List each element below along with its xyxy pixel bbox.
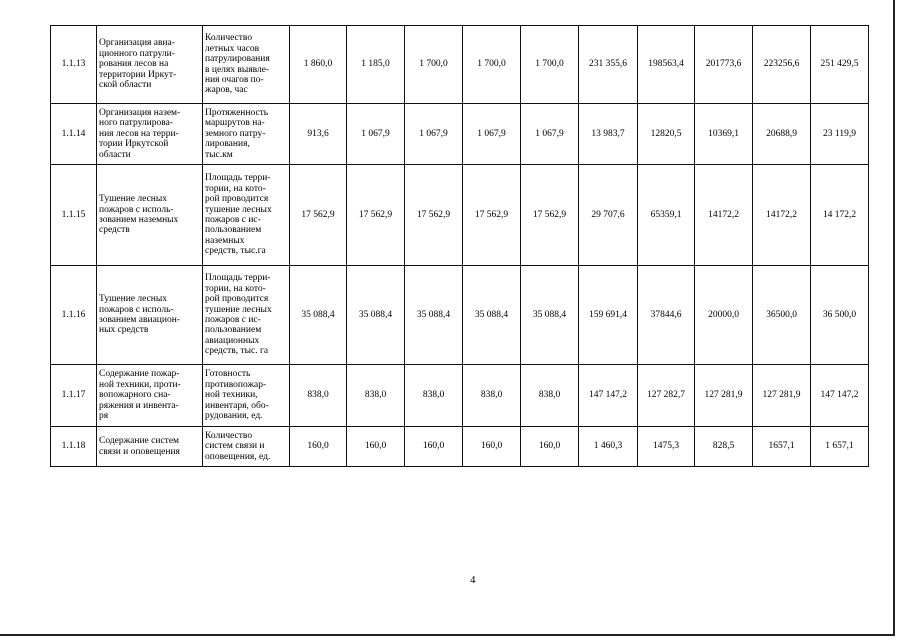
measure-name-line: Тушение лесных (99, 294, 167, 305)
measure-name-line: Содержание пожар- (99, 369, 180, 380)
value-cell: 838,0 (463, 365, 521, 427)
value-cell: 160,0 (290, 427, 347, 467)
measure-name-line: зованием авиацион- (99, 315, 180, 325)
measure-name-line: ряжения и инвента- (99, 400, 179, 411)
value-cell: 1 185,0 (347, 26, 405, 104)
indicator-line: тыс.км (205, 149, 233, 160)
value-cell: 1 700,0 (463, 26, 521, 104)
value-cell: 160,0 (347, 427, 405, 467)
indicator-cell (203, 365, 290, 427)
indicator-line: Готовность (205, 369, 251, 380)
value-cell: 14 172,2 (811, 165, 869, 266)
indicator-line: тушение лесных (205, 304, 272, 315)
value-cell: 10369,1 (695, 104, 753, 165)
indicator-cell (203, 165, 290, 266)
measure-name-line: территории Иркут- (99, 69, 177, 80)
value-cell: 838,0 (290, 365, 347, 427)
measure-name-line: пожаров с исполь- (99, 304, 174, 315)
indicator-line: лирования, (205, 139, 250, 150)
indicator-line: авиационных (205, 335, 260, 346)
indicator-line: тории, на кото- (205, 283, 266, 294)
value-cell: 20688,9 (753, 104, 811, 165)
value-cell: 231 355,6 (579, 26, 638, 104)
indicator-line: рой проводится (205, 194, 269, 205)
value-cell: 36 500,0 (811, 266, 869, 365)
value-cell: 251 429,5 (811, 26, 869, 104)
value-cell: 17 562,9 (521, 165, 579, 266)
measure-name-cell (97, 427, 203, 467)
value-cell: 223256,6 (753, 26, 811, 104)
value-cell: 35 088,4 (405, 266, 463, 365)
measure-name-line: пожаров с исполь- (99, 204, 174, 215)
indicator-line: ния очагов по- (205, 74, 264, 85)
value-cell: 1 860,0 (290, 26, 347, 104)
value-cell: 1 657,1 (811, 427, 869, 467)
indicator-line: в целях выявле- (205, 64, 270, 75)
table-row (51, 104, 869, 165)
table-row (51, 26, 869, 104)
value-cell: 65359,1 (638, 165, 695, 266)
value-cell: 838,0 (521, 365, 579, 427)
value-cell: 147 147,2 (579, 365, 638, 427)
measure-name-cell (97, 104, 203, 165)
value-cell: 35 088,4 (347, 266, 405, 365)
value-cell: 1657,1 (753, 427, 811, 467)
value-cell: 160,0 (405, 427, 463, 467)
measure-name-line: Организация назем- (99, 107, 181, 118)
measure-name-line: Содержание систем (99, 436, 180, 447)
indicator-line: инвентаря, обо- (205, 400, 269, 411)
indicator-line: Количество (205, 430, 253, 441)
indicator-line: маршрутов на- (205, 118, 265, 129)
indicator-line: ной техники, (205, 390, 258, 401)
value-cell: 1 700,0 (521, 26, 579, 104)
measure-name-line: ской области (99, 80, 152, 91)
measure-name-line: связи и оповещения (99, 446, 180, 457)
row-number-cell: 1.1.17 (51, 365, 97, 427)
program-measures-table (50, 25, 869, 467)
value-cell: 1 067,9 (405, 104, 463, 165)
indicator-line: земного патру- (205, 128, 266, 139)
value-cell: 160,0 (463, 427, 521, 467)
value-cell: 35 088,4 (521, 266, 579, 365)
value-cell: 828,5 (695, 427, 753, 467)
value-cell: 17 562,9 (463, 165, 521, 266)
row-number-cell: 1.1.14 (51, 104, 97, 165)
indicator-cell (203, 104, 290, 165)
measure-name-line: ционного патрули- (99, 48, 175, 59)
value-cell: 838,0 (347, 365, 405, 427)
page-number: 4 (470, 574, 476, 586)
row-number-cell: 1.1.18 (51, 427, 97, 467)
value-cell: 35 088,4 (290, 266, 347, 365)
value-cell: 198563,4 (638, 26, 695, 104)
value-cell: 17 562,9 (347, 165, 405, 266)
indicator-line: тории, на кото- (205, 183, 266, 194)
measure-name-line: Организация авиа- (99, 38, 175, 49)
value-cell: 1 700,0 (405, 26, 463, 104)
value-cell: 17 562,9 (405, 165, 463, 266)
indicator-cell (203, 427, 290, 467)
measure-name-line: ных средств (99, 325, 149, 336)
indicator-line: систем связи и (205, 441, 265, 452)
value-cell: 913,6 (290, 104, 347, 165)
value-cell: 14172,2 (695, 165, 753, 266)
indicator-line: патрулирования (205, 54, 270, 65)
value-cell: 12820,5 (638, 104, 695, 165)
indicator-line: Площадь терри- (205, 173, 271, 184)
table-row (51, 427, 869, 467)
indicator-cell (203, 26, 290, 104)
value-cell: 160,0 (521, 427, 579, 467)
indicator-line: оповещения, ед. (205, 451, 271, 462)
value-cell: 147 147,2 (811, 365, 869, 427)
measure-name-line: вопожарного сна- (99, 390, 171, 401)
measure-name-line: области (99, 149, 131, 160)
indicator-line: противопожар- (205, 379, 267, 390)
value-cell: 14172,2 (753, 165, 811, 266)
indicator-line: Площадь терри- (205, 273, 271, 284)
value-cell: 838,0 (405, 365, 463, 427)
value-cell: 127 281,9 (753, 365, 811, 427)
measure-name-line: рования лесов на (99, 59, 169, 70)
value-cell: 37844,6 (638, 266, 695, 365)
measure-name-cell (97, 165, 203, 266)
indicator-line: пользованием (205, 325, 262, 336)
measure-name-line: ной техники, проти- (99, 379, 181, 390)
row-number-cell: 1.1.15 (51, 165, 97, 266)
value-cell: 1475,3 (638, 427, 695, 467)
indicator-line: жаров, час (205, 85, 248, 96)
indicator-line: наземных (205, 235, 245, 246)
value-cell: 127 281,9 (695, 365, 753, 427)
measure-name-line: Тушение лесных (99, 194, 167, 205)
indicator-line: пожаров с ис- (205, 215, 261, 225)
measure-name-cell (97, 365, 203, 427)
indicator-line: Протяженность (205, 107, 269, 118)
indicator-line: пользованием (205, 225, 262, 236)
indicator-line: рой проводится (205, 294, 269, 305)
measure-name-cell (97, 266, 203, 365)
indicator-line: пожаров с ис- (205, 315, 261, 325)
value-cell: 23 119,9 (811, 104, 869, 165)
indicator-line: тушение лесных (205, 204, 272, 215)
value-cell: 159 691,4 (579, 266, 638, 365)
indicator-line: Количество (205, 33, 253, 44)
measure-name-line: ного патрулирова- (99, 118, 173, 129)
measure-name-line: зованием наземных (99, 215, 179, 225)
value-cell: 29 707,6 (579, 165, 638, 266)
measure-name-line: ния лесов на терри- (99, 128, 179, 139)
value-cell: 1 460,3 (579, 427, 638, 467)
value-cell: 13 983,7 (579, 104, 638, 165)
indicator-line: летных часов (205, 43, 260, 54)
value-cell: 1 067,9 (521, 104, 579, 165)
value-cell: 1 067,9 (463, 104, 521, 165)
value-cell: 17 562,9 (290, 165, 347, 266)
measure-name-line: ря (99, 411, 109, 422)
table-row (51, 165, 869, 266)
value-cell: 36500,0 (753, 266, 811, 365)
indicator-line: рудования, ед. (205, 411, 263, 422)
measure-name-line: средств (99, 225, 130, 236)
value-cell: 201773,6 (695, 26, 753, 104)
indicator-line: средств, тыс. га (205, 346, 269, 357)
value-cell: 20000,0 (695, 266, 753, 365)
row-number-cell: 1.1.13 (51, 26, 97, 104)
measure-name-line: тории Иркутской (99, 139, 169, 150)
value-cell: 127 282,7 (638, 365, 695, 427)
measure-name-cell (97, 26, 203, 104)
value-cell: 35 088,4 (463, 266, 521, 365)
table-row (51, 365, 869, 427)
value-cell: 1 067,9 (347, 104, 405, 165)
indicator-cell (203, 266, 290, 365)
row-number-cell: 1.1.16 (51, 266, 97, 365)
table-row (51, 266, 869, 365)
indicator-line: средств, тыс.га (205, 246, 266, 257)
